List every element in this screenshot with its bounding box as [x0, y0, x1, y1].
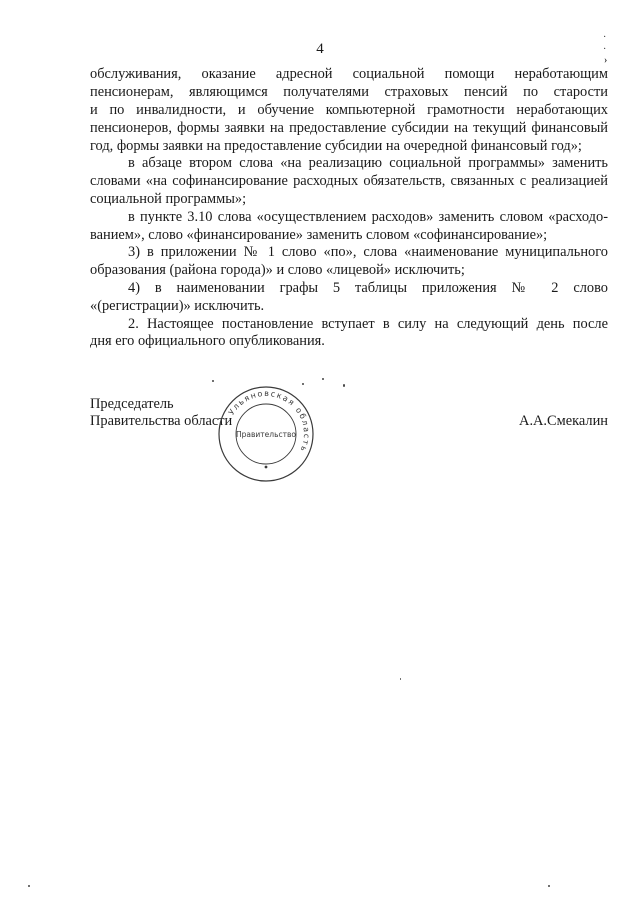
signatory-name: А.А.Смекалин [519, 413, 608, 429]
scan-mark: · [603, 32, 607, 43]
svg-text:Ульяновская область [227, 389, 311, 454]
body-line: образования (района города)» и слово «лицевой» исключить; [90, 262, 465, 278]
page-number: 4 [316, 41, 324, 57]
body-line: обслуживания, оказание адресной социальной помощи неработающим [90, 66, 608, 82]
scan-speck [322, 378, 324, 380]
body-line: пенсионерам, являющимся получателями страховых пенсий по старости [90, 84, 608, 100]
scan-mark: · [603, 44, 607, 55]
scan-mark: › [604, 55, 608, 66]
body-line: социальной программы»; [90, 191, 247, 207]
body-line: пенсионеров, формы заявки на предоставление субсидии на текущий финансовый [90, 120, 608, 136]
seal-ring-text: Ульяновская область [226, 388, 312, 455]
body-line: и по инвалидности, и обучение компьютерной грамотности неработающих [90, 102, 608, 118]
scan-speck [212, 380, 214, 382]
scan-speck [343, 384, 345, 387]
body-line: ванием», слово «финансирование» заменить словом «софинансирование»; [90, 227, 548, 243]
signatory-position-line2: Правительства области [90, 413, 233, 429]
body-line: «(регистрации)» исключить. [90, 298, 265, 314]
body-line: 2. Настоящее постановление вступает в силу на следующий день после [128, 316, 608, 332]
scan-speck [548, 885, 550, 887]
body-line: дня его официального опубликования. [90, 333, 325, 349]
official-seal-stamp [216, 384, 316, 484]
body-line: в абзаце втором слова «на реализацию социальной программы» заменить [128, 155, 608, 171]
body-line: словами «на софинансирование расходных обязательств, связанных с реализацией [90, 173, 608, 189]
body-line: 4) в наименовании графы 5 таблицы приложения № 2 слово [128, 280, 608, 296]
body-line: в пункте 3.10 слова «осуществлением расходов» заменить словом «расходо- [128, 209, 608, 225]
scan-speck [400, 678, 401, 680]
scan-speck [28, 885, 30, 887]
body-line: 3) в приложении № 1 слово «по», слова «наименование муниципального [128, 244, 608, 260]
signatory-position-line1: Председатель [90, 396, 174, 412]
seal-center-text: Правительство [236, 430, 296, 439]
body-line: год, формы заявки на предоставление субсидии на очередной финансовый год»; [90, 138, 582, 154]
